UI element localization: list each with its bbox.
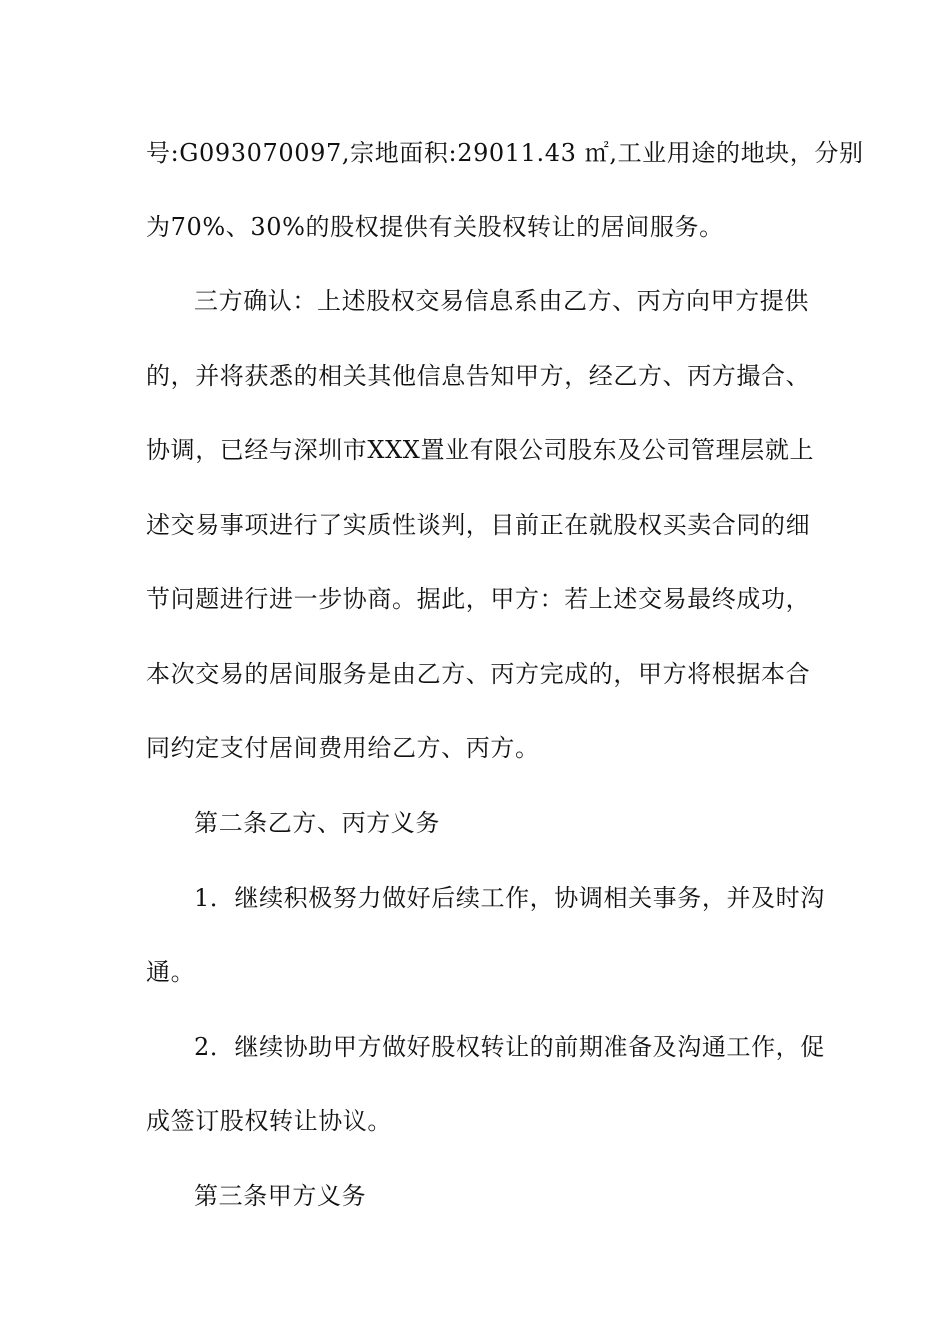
paragraph-line-3: 三方确认：上述股权交易信息系由乙方、丙方向甲方提供 [194,287,809,315]
paragraph-line-7: 节问题进行进一步协商。据此，甲方：若上述交易最终成功， [146,585,811,613]
paragraph-line-4: 的，并将获悉的相关其他信息告知甲方，经乙方、丙方撮合、 [146,362,811,390]
list-item-2-line-2: 成签订股权转让协议。 [146,1107,392,1135]
section-heading-article-3: 第三条甲方义务 [194,1182,367,1210]
paragraph-line-5: 协调，已经与深圳市XXX置业有限公司股东及公司管理层就上 [146,436,815,464]
paragraph-line-1: 号:G093070097,宗地面积:29011.43 ㎡,工业用途的地块，分别 [146,139,864,167]
paragraph-line-8: 本次交易的居间服务是由乙方、丙方完成的，甲方将根据本合 [146,660,811,688]
paragraph-line-2: 为70%、30%的股权提供有关股权转让的居间服务。 [146,213,724,241]
list-item-1-line-1: 1．继续积极努力做好后续工作，协调相关事务，并及时沟 [194,884,825,912]
list-item-2-line-1: 2．继续协助甲方做好股权转让的前期准备及沟通工作，促 [194,1033,825,1061]
paragraph-line-6: 述交易事项进行了实质性谈判，目前正在就股权买卖合同的细 [146,511,811,539]
section-heading-article-2: 第二条乙方、丙方义务 [194,809,440,837]
paragraph-line-9: 同约定支付居间费用给乙方、丙方。 [146,734,540,762]
list-item-1-line-2: 通。 [146,958,196,986]
